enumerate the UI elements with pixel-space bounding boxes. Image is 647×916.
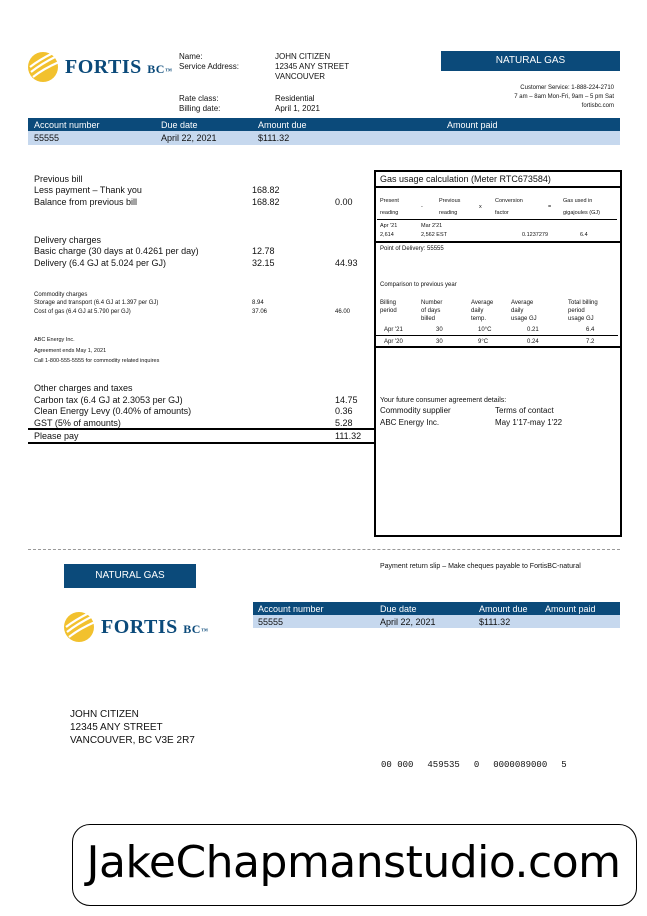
micr-part-2: 459535	[427, 760, 460, 770]
slip-mailing-address	[70, 708, 195, 747]
minus-sign: -	[421, 204, 423, 210]
conversion-label: Conversion	[495, 198, 523, 204]
equals-sign: =	[548, 204, 552, 210]
row2-temp: 9°C	[478, 339, 489, 345]
amount-paid-header: Amount paid	[447, 120, 498, 130]
present-date: Apr '21	[380, 223, 398, 229]
gst-label: GST (5% of amounts)	[34, 418, 121, 428]
slip-amount-header: Amount due	[479, 604, 528, 614]
delivery-label: Delivery (6.4 GJ at 5.024 per GJ)	[34, 258, 167, 268]
micr-part-4: 0000089000	[493, 760, 548, 770]
col-avg-temp: Average daily temp.	[471, 300, 494, 322]
terms-value: May 1'17-may 1'22	[495, 418, 563, 427]
please-pay-value: 111.32	[335, 431, 362, 441]
less-payment-label: Less payment – Thank you	[34, 185, 142, 195]
amount-due: $111.32	[258, 133, 290, 143]
slip-account-header: Account number	[258, 604, 324, 614]
amount-due-header: Amount due	[258, 120, 307, 130]
billing-label: Billing date:	[179, 104, 221, 113]
previous-date: Mar 2'21	[421, 223, 443, 229]
usage-header-rule	[377, 219, 617, 220]
gas-usage-box	[374, 170, 622, 537]
micr-part-3: 0	[473, 760, 480, 770]
storage-value: 8.94	[252, 300, 264, 306]
delivery-total: 44.93	[335, 258, 358, 268]
watermark-text: JakeChapmanstudio.com	[86, 837, 621, 888]
due-date: April 22, 2021	[161, 133, 217, 143]
times-sign: x	[479, 204, 482, 210]
previous-value: 2,562 EST	[421, 232, 447, 238]
service-badge: NATURAL GAS	[441, 51, 620, 71]
micr-line	[381, 760, 567, 770]
factor-value: 0.1237279	[522, 232, 548, 238]
storage-label: Storage and transport (6.4 GJ at 1.397 per GJ)	[34, 300, 159, 306]
carbon-tax-value: 14.75	[335, 395, 358, 405]
delivery-heading: Delivery charges	[34, 235, 102, 245]
slip-due-header: Due date	[380, 604, 417, 614]
commodity-heading: Commodity charges	[34, 292, 88, 298]
comparison-heading: Comparison to previous year	[380, 282, 457, 288]
factor-label: factor	[495, 210, 509, 216]
row2-period: Apr '20	[384, 339, 403, 345]
present-label: Present	[380, 198, 399, 204]
please-pay-label: Please pay	[34, 431, 79, 441]
compare-rule-2	[374, 346, 620, 348]
commodity-call: Call 1-800-555-5555 for commodity related inquires	[34, 358, 160, 364]
slip-company-suffix: BC	[183, 622, 201, 636]
slip-due-date: April 22, 2021	[380, 617, 436, 627]
previous-label: Previous	[439, 198, 461, 204]
flame-logo-icon	[27, 50, 61, 84]
total-rule-top	[28, 428, 374, 430]
basic-charge-label: Basic charge (30 days at 0.4261 per day)	[34, 246, 199, 256]
previous-reading-label: reading	[439, 210, 458, 216]
row1-temp: 10°C	[478, 327, 492, 333]
basic-charge-value: 12.78	[252, 246, 275, 256]
account-number: 55555	[34, 133, 60, 143]
customer-name: JOHN CITIZEN	[275, 52, 331, 61]
supplier-value: ABC Energy Inc.	[380, 418, 440, 427]
slip-addr-street: 12345 ANY STREET	[70, 722, 163, 733]
row2-total: 7.2	[586, 339, 595, 345]
trademark: ™	[164, 67, 173, 75]
rate-label: Rate class:	[179, 94, 219, 103]
customer-city: VANCOUVER	[275, 72, 326, 81]
row1-usage: 0.21	[527, 327, 539, 333]
cost-gas-label: Cost of gas (6.4 GJ at 5.790 per GJ)	[34, 309, 131, 315]
tear-line	[28, 549, 620, 550]
clean-energy-label: Clean Energy Levy (0.40% of amounts)	[34, 406, 192, 416]
customer-street: 12345 ANY STREET	[275, 62, 350, 71]
gas-used-label: Gas used in	[563, 198, 593, 204]
carbon-tax-label: Carbon tax (6.4 GJ at 2.3053 per GJ)	[34, 395, 183, 405]
slip-service-badge: NATURAL GAS	[64, 564, 196, 588]
slip-addr-city: VANCOUVER, BC V3E 2R7	[70, 735, 195, 746]
present-reading-label: reading	[380, 210, 399, 216]
usage-title-rule	[374, 186, 620, 188]
less-payment-value: 168.82	[252, 185, 280, 195]
usage-calc-rule	[374, 241, 620, 243]
col-billing-period: Billing period	[380, 300, 397, 314]
billing-date: April 1, 2021	[275, 104, 320, 113]
present-value: 2,614	[380, 232, 394, 238]
supplier-name: ABC Energy Inc.	[34, 337, 75, 343]
slip-trademark: ™	[200, 627, 209, 635]
gigajoules-label: gigajoules (GJ)	[563, 210, 600, 216]
row2-usage: 0.24	[527, 339, 539, 345]
company-suffix: BC	[147, 62, 165, 76]
rate-class: Residential	[275, 94, 315, 103]
slip-company-name: FORTIS	[101, 616, 178, 638]
slip-account-number: 55555	[258, 617, 284, 627]
slip-note: Payment return slip – Make cheques payable to FortisBC-natural	[380, 563, 581, 570]
balance-total: 0.00	[335, 197, 353, 207]
slip-addr-name: JOHN CITIZEN	[70, 709, 139, 720]
delivery-value: 32.15	[252, 258, 275, 268]
col-avg-usage: Average daily usage GJ	[511, 300, 537, 322]
row1-days: 30	[436, 327, 443, 333]
supplier-label: Commodity supplier	[380, 406, 451, 415]
clean-energy-value: 0.36	[335, 406, 353, 416]
point-of-delivery: Point of Delivery: 55555	[380, 246, 444, 252]
slip-paid-header: Amount paid	[545, 604, 596, 614]
account-value-bar	[28, 131, 620, 145]
compare-rule-1	[376, 335, 618, 336]
account-number-header: Account number	[34, 120, 100, 130]
slip-amount-due: $111.32	[479, 617, 511, 627]
gst-value: 5.28	[335, 418, 353, 428]
contact-hours: 7 am – 8am Mon-Fri, 9am – 5 pm Sat	[514, 94, 614, 100]
terms-label: Terms of contact	[495, 406, 554, 415]
slip-flame-logo-icon	[63, 610, 97, 644]
agreement-ends: Agreement ends May 1, 2021	[34, 348, 107, 354]
address-label: Service Address:	[179, 62, 240, 71]
previous-bill-label: Previous bill	[34, 174, 83, 184]
contact-website[interactable]: fortisbc.com	[581, 103, 614, 109]
col-total-usage: Total billing period usage GJ	[568, 300, 598, 322]
commodity-total: 46.00	[335, 309, 351, 315]
due-date-header: Due date	[161, 120, 198, 130]
slip-company-logo	[63, 610, 223, 644]
balance-label: Balance from previous bill	[34, 197, 138, 207]
other-charges-heading: Other charges and taxes	[34, 383, 133, 393]
company-logo	[27, 50, 177, 84]
contact-phone: Customer Service: 1-888-224-2710	[520, 85, 614, 91]
micr-part-5: 5	[561, 760, 567, 770]
total-rule-bottom	[28, 442, 374, 444]
row1-total: 6.4	[586, 327, 595, 333]
account-header-bar	[28, 118, 620, 131]
balance-value: 168.82	[252, 197, 280, 207]
usage-title: Gas usage calculation (Meter RTC673584)	[380, 174, 551, 184]
col-days-billed: Number of days billed	[421, 300, 443, 322]
name-label: Name:	[179, 52, 203, 61]
cost-gas-value: 37.06	[252, 309, 268, 315]
agreement-heading: Your future consumer agreement details:	[380, 397, 507, 404]
micr-part-1: 00 000	[381, 760, 414, 770]
slip-value-bar	[253, 615, 620, 628]
gj-value: 6.4	[580, 232, 588, 238]
row2-days: 30	[436, 339, 443, 345]
company-name: FORTIS	[65, 56, 142, 78]
row1-period: Apr '21	[384, 327, 403, 333]
